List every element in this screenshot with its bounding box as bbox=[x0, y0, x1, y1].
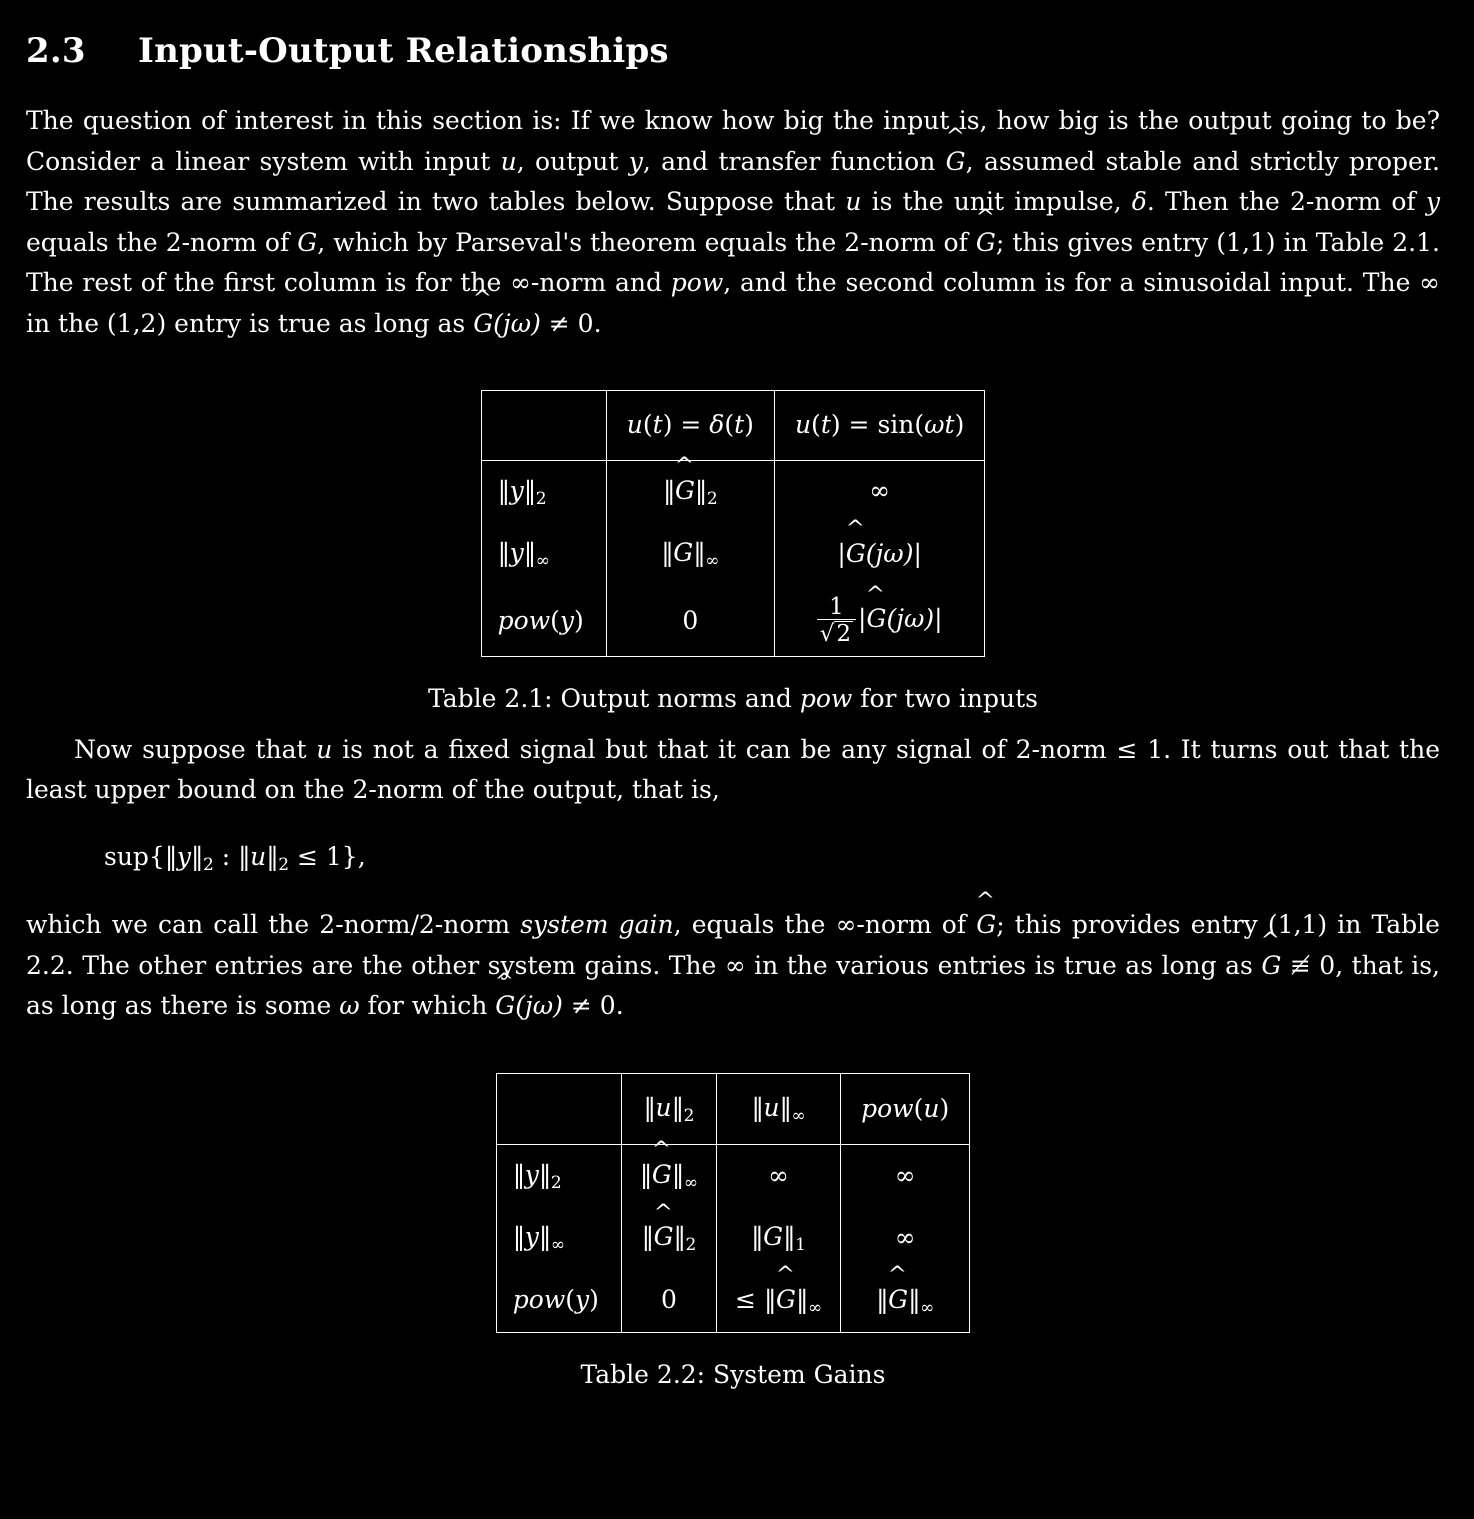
table-row bbox=[496, 1270, 969, 1333]
table-cell: ∞ bbox=[717, 1144, 841, 1207]
text-fragment: is the unit impulse, bbox=[861, 187, 1132, 217]
table-row-header-pow: pow(y) bbox=[481, 585, 606, 657]
text-fragment: , which by Parseval's theorem equals the 2-norm of bbox=[317, 227, 976, 257]
math-infinity: ∞ bbox=[835, 910, 857, 940]
table-header-row bbox=[481, 391, 985, 461]
text-fragment: , and the second column is for a sinusoidal input. The bbox=[723, 268, 1420, 298]
table-cell: ‖G $\^{}‖_\infty$ bbox=[621, 1144, 716, 1207]
text-fragment: -norm of bbox=[856, 910, 977, 940]
text-fragment: in the (1,2) entry is true as long as bbox=[26, 308, 474, 338]
table-cell: ∞ bbox=[841, 1207, 970, 1269]
table-header-row bbox=[496, 1073, 969, 1144]
math-u: u bbox=[316, 734, 333, 764]
table-2-2-caption: Table 2.2: System Gains bbox=[580, 1359, 886, 1389]
math-infinity: ∞ bbox=[1419, 268, 1440, 298]
section-heading bbox=[26, 24, 1440, 79]
table-row bbox=[481, 523, 985, 585]
table-corner-cell bbox=[496, 1073, 621, 1144]
text-fragment: , equals the bbox=[673, 910, 836, 940]
math-g-hat: G ^ bbox=[495, 986, 515, 1027]
caption-text: for two inputs bbox=[852, 684, 1038, 714]
table-col-header-sine: u(t) = sin(ωt) bbox=[774, 391, 984, 461]
table-row bbox=[481, 460, 985, 523]
table-2-1-caption bbox=[428, 679, 1038, 720]
text-fragment: The question of interest in this section is: If we know how big the input is, how big is the output going to be? Consider a linear system with input bbox=[26, 106, 1440, 176]
table-corner-cell bbox=[481, 391, 606, 461]
table-cell: ∞ bbox=[841, 1144, 970, 1207]
math-g-hat: G ^ bbox=[1261, 946, 1281, 987]
section-number: 2.3 bbox=[26, 31, 86, 71]
math-jomega: (jω) bbox=[493, 308, 541, 338]
section-title: Input-Output Relationships bbox=[138, 31, 669, 71]
text-fragment: for which bbox=[359, 991, 496, 1021]
table-cell: 0 bbox=[621, 1270, 716, 1333]
table-row bbox=[481, 585, 985, 657]
table-row-header-yinf: $‖y‖_\infty$ bbox=[481, 523, 606, 585]
math-neq: ≠ 0 bbox=[548, 308, 594, 338]
math-leq: ≤ bbox=[1116, 734, 1138, 764]
caption-text: Table 2.1: Output norms and bbox=[428, 684, 800, 714]
table-cell: ‖G $\^{}‖_\infty$ bbox=[841, 1270, 970, 1333]
math-infinity: ∞ bbox=[510, 268, 531, 298]
table-2-2 bbox=[496, 1073, 970, 1333]
paragraph-sup-intro bbox=[26, 730, 1440, 811]
math-nequiv: ≢ 0 bbox=[1289, 950, 1336, 980]
text-fragment: , that is, as long as there is some bbox=[26, 950, 1440, 1021]
math-g-hat: G ^ bbox=[976, 223, 996, 264]
display-equation: $sup\{‖y‖_2$ : $‖u‖_2 \le 1$}, bbox=[104, 841, 366, 875]
text-fragment: Now suppose that bbox=[74, 734, 317, 764]
table-2-1-block bbox=[26, 390, 1440, 720]
math-y: y bbox=[1425, 187, 1440, 217]
text-fragment: in the various entries is true as long as bbox=[745, 950, 1262, 980]
paragraph-intro bbox=[26, 101, 1440, 344]
math-g-hat: G ^ bbox=[946, 142, 966, 183]
text-fragment: , assumed stable and strictly proper. The results are summarized in two tables below. Suppose that bbox=[26, 146, 1440, 217]
table-cell: $‖G‖_\infty$ bbox=[606, 523, 774, 585]
math-infinity: ∞ bbox=[724, 950, 746, 980]
table-row-header-yinf: $‖y‖_\infty$ bbox=[496, 1207, 621, 1269]
table-col-header-powu: pow(u) bbox=[841, 1073, 970, 1144]
table-row-header-y2: $‖y‖_2$ bbox=[496, 1144, 621, 1207]
text-fragment: . bbox=[615, 991, 624, 1021]
caption-emph: pow bbox=[799, 684, 853, 714]
table-col-header-uinf: $‖u‖_\infty$ bbox=[717, 1073, 841, 1144]
math-g-hat: G ^ bbox=[976, 905, 996, 946]
table-cell: ≤ ‖G $\^{}‖_\infty$ bbox=[717, 1270, 841, 1333]
math-y: y bbox=[628, 146, 643, 176]
table-col-header-u2: $‖u‖_2$ bbox=[621, 1073, 716, 1144]
math-omega: ω bbox=[339, 991, 360, 1021]
table-cell: |G ^(jω)| bbox=[774, 523, 984, 585]
table-cell: ‖G $\^{}‖_2$ bbox=[606, 460, 774, 523]
text-fragment: ; this provides entry (1,1) in Table 2.2. The other entries are the other system gains. The bbox=[26, 910, 1440, 980]
text-fragment: 1. It turns out that the least upper bound on the 2-norm of the output, that is, bbox=[26, 734, 1440, 805]
math-neq: ≠ 0 bbox=[570, 991, 616, 1021]
table-cell: ‖G $\^{}‖_2$ bbox=[621, 1207, 716, 1269]
table-row-header-y2: $‖y‖_2$ bbox=[481, 460, 606, 523]
table-2-1 bbox=[481, 390, 986, 657]
table-col-header-impulse: u(t) = δ(t) bbox=[606, 391, 774, 461]
table-cell: 0 bbox=[606, 585, 774, 657]
math-g: G bbox=[297, 227, 318, 257]
math-u: u bbox=[845, 187, 862, 217]
table-cell: $\frac{1}{√2}$ |G ^(jω)| bbox=[774, 585, 984, 657]
text-fragment: . bbox=[593, 308, 602, 338]
text-fragment: , output bbox=[516, 146, 629, 176]
math-g-hat: G ^ bbox=[473, 304, 493, 345]
text-fragment: is not a fixed signal but that it can be any signal of 2-norm bbox=[332, 734, 1117, 764]
text-fragment: , and transfer function bbox=[642, 146, 946, 176]
table-2-2-block bbox=[26, 1073, 1440, 1396]
text-fragment: which we can call the 2-norm/2-norm bbox=[26, 910, 521, 940]
math-u: u bbox=[500, 146, 517, 176]
text-fragment: ; this gives entry (1,1) in Table 2.1. The rest of the first column is for the bbox=[26, 227, 1440, 298]
math-jomega: (jω) bbox=[515, 991, 563, 1021]
table-row-header-pow: pow(y) bbox=[496, 1270, 621, 1333]
table-cell: ∞ bbox=[774, 460, 984, 523]
paragraph-system-gain bbox=[26, 905, 1440, 1027]
emph-system-gain: system gain bbox=[520, 910, 674, 940]
table-cell: $‖G‖_1$ bbox=[717, 1207, 841, 1269]
math-delta: δ bbox=[1131, 187, 1147, 217]
text-fragment: -norm and bbox=[530, 268, 671, 298]
table-row bbox=[496, 1207, 969, 1269]
text-fragment: . Then the 2-norm of bbox=[1146, 187, 1426, 217]
math-pow: pow bbox=[670, 268, 724, 298]
table-row bbox=[496, 1144, 969, 1207]
text-fragment: equals the 2-norm of bbox=[26, 227, 298, 257]
